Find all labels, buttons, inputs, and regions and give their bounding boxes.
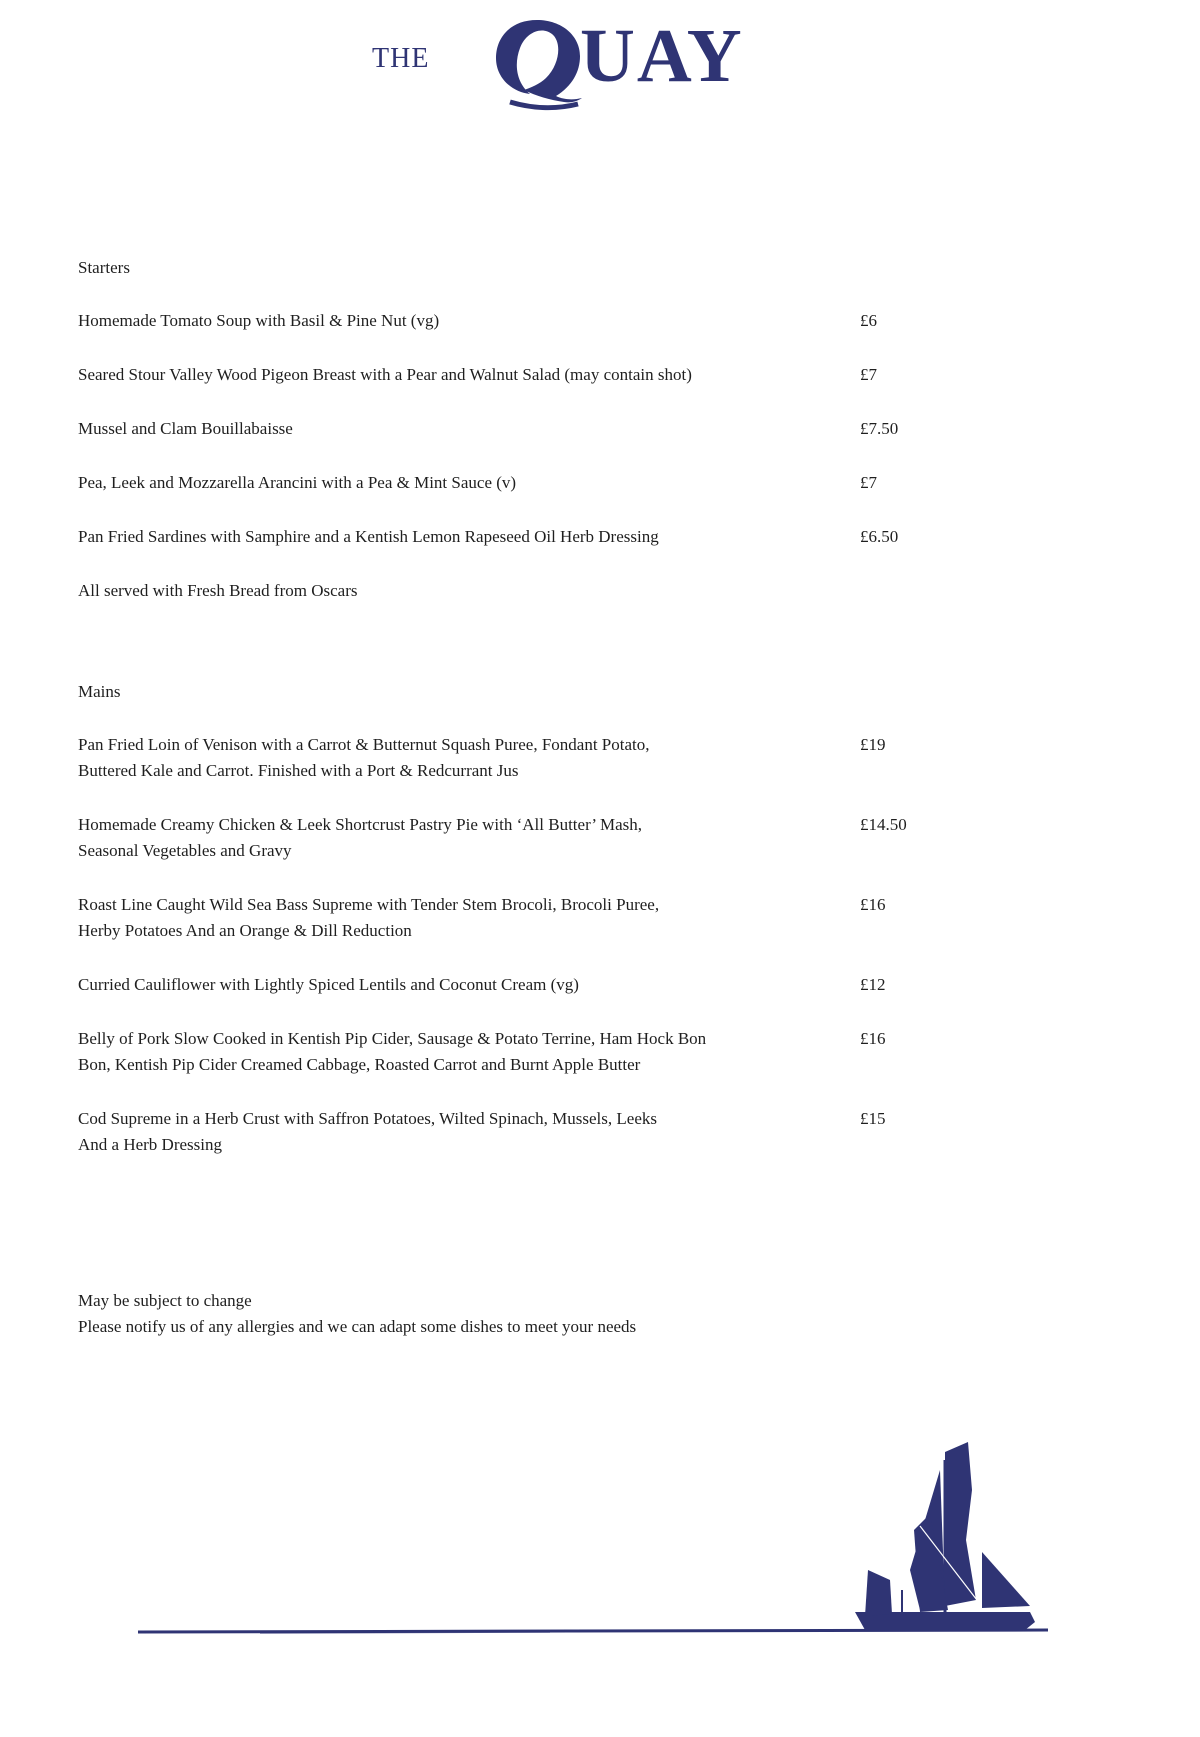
menu-item [78,362,978,388]
logo-uay-text: UAY [580,14,744,98]
menu-item-price: £14.50 [860,815,907,834]
starters-note: All served with Fresh Bread from Oscars [78,581,358,600]
menu-item-price: £12 [860,975,886,994]
menu-item-description: Cod Supreme in a Herb Crust with Saffron Potatoes, Wilted Spinach, Mussels, Leeks And a Herb Dressing [78,1109,657,1154]
menu-item [78,812,978,864]
change-notice: May be subject to change [78,1291,252,1310]
mains-heading: Mains [78,682,121,701]
menu-item-price: £19 [860,735,886,754]
mains-list [78,732,978,1158]
allergy-notice: Please notify us of any allergies and we can adapt some dishes to meet your needs [78,1317,637,1336]
menu-item [78,892,978,944]
menu-item-price: £15 [860,1109,886,1128]
menu-item-description: Homemade Creamy Chicken & Leek Shortcrust Pastry Pie with ‘All Butter’ Mash, Seasonal Vegetables and Gravy [78,815,643,860]
starters-list [78,308,978,550]
menu-item [78,470,978,496]
menu-item-description: Pan Fried Loin of Venison with a Carrot & Butternut Squash Puree, Fondant Potato, Buttered Kale and Carrot. Finished with a Port & Redcurrant Jus [78,735,650,780]
menu-item-price: £16 [860,895,886,914]
sailing-barge-illustration [130,1430,1050,1650]
menu-item-price: £7 [860,473,877,492]
logo-q-mark [490,12,585,112]
footer-notes [78,1288,636,1340]
menu-item-price: £7 [860,365,877,384]
menu-item [78,1026,978,1078]
logo [0,0,1200,130]
menu-item-description: Pea, Leek and Mozzarella Arancini with a Pea & Mint Sauce (v) [78,473,517,492]
menu-item-description: Belly of Pork Slow Cooked in Kentish Pip Cider, Sausage & Potato Terrine, Ham Hock Bon Bon, Kentish Pip Cider Creamed Cabbage, Roasted Carrot and Burnt Apple Butter [78,1029,707,1074]
menu-item-description: Homemade Tomato Soup with Basil & Pine Nut (vg) [78,311,440,330]
menu-item-description: Pan Fried Sardines with Samphire and a Kentish Lemon Rapeseed Oil Herb Dressing [78,527,659,546]
starters-heading: Starters [78,258,130,277]
menu-item [78,524,978,550]
logo-the-text: THE [372,43,430,74]
menu-item-price: £6.50 [860,527,899,546]
menu-item-price: £16 [860,1029,886,1048]
menu-item-price: £7.50 [860,419,899,438]
menu-item-description: Roast Line Caught Wild Sea Bass Supreme with Tender Stem Brocoli, Brocoli Puree, Herby Potatoes And an Orange & Dill Reduction [78,895,660,940]
menu [78,256,978,1186]
menu-item [78,1106,978,1158]
menu-item [78,416,978,442]
menu-item-price: £6 [860,311,877,330]
menu-item-description: Curried Cauliflower with Lightly Spiced Lentils and Coconut Cream (vg) [78,975,579,994]
menu-item-description: Mussel and Clam Bouillabaisse [78,419,293,438]
menu-item [78,308,978,334]
menu-item [78,972,978,998]
menu-item [78,732,978,784]
menu-item-description: Seared Stour Valley Wood Pigeon Breast with a Pear and Walnut Salad (may contain shot) [78,365,692,384]
